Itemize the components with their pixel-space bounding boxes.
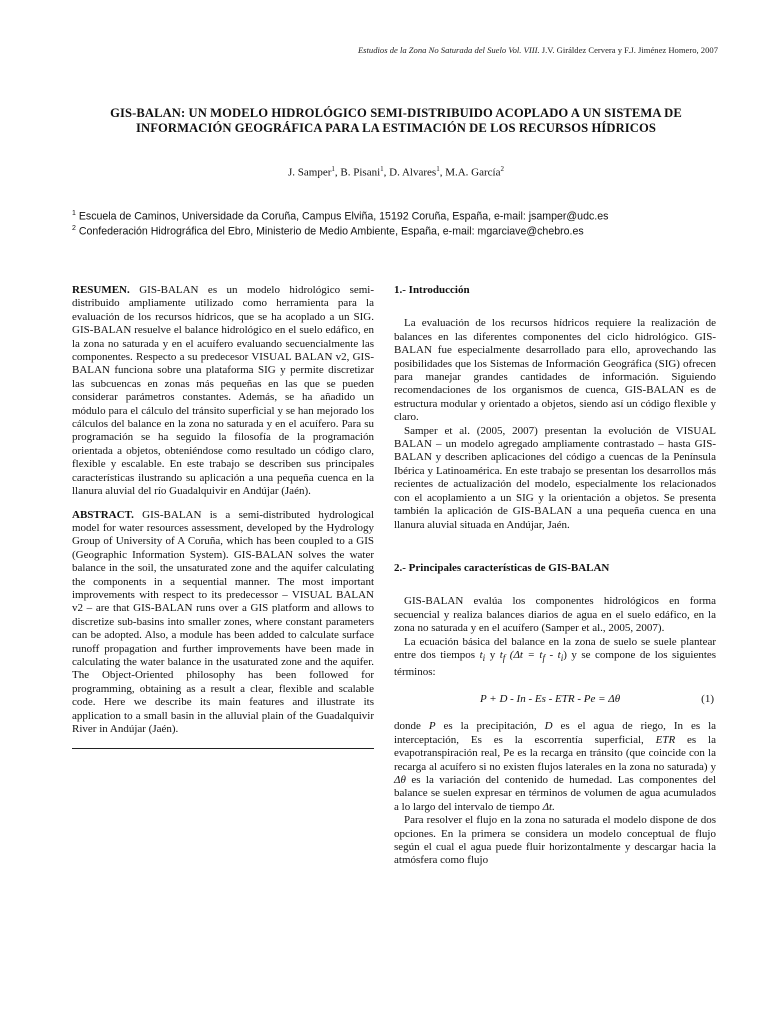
resumen-paragraph [72,284,374,499]
journal-name: Estudios de la Zona No Saturada del Suelo Vol. VIII. [357,45,540,55]
features-paragraph-1: GIS-BALAN evalúa los componentes hidrológicos en forma secuencial y realiza balances diarios de agua en el suelo edáfico, en la zona no saturada y en el acuífero (Samper et al., 2005, 2007). [394,595,716,635]
balance-equation [394,679,716,720]
math-var: Δt. [542,800,555,813]
math-var: Δθ [394,773,406,786]
math-expr: (Δt = t [509,648,543,661]
intro-paragraph-2: Samper et al. (2005, 2007) presentan la evolución de VISUAL BALAN – un modelo agregado ampliamente contrastado – hasta GIS-BALAN y describen aplicaciones del código a cuencas de la Península Ibérica y Latinoamérica. En este trabajo se presentan los desarrollos más recientes de actualización del modelo, especialmente los relacionados con el acoplamiento a un SIG y la orientación a objetos. Se presenta también la aplicación de GIS-BALAN a una pequeña cuenca en una llanura aluvial situada en Andújar, Jaén. [394,424,716,531]
text-fragment: es el agua de riego, In es la interceptación, Es es la escorrentía superficial, [394,720,717,746]
math-var: P [428,720,436,733]
author: J. Samper [288,166,332,179]
author: D. Alvares [389,166,437,179]
affiliation-number: 1 [72,210,76,217]
features-paragraph-2 [394,636,716,679]
author-affiliation-mark: 2 [500,165,504,173]
equation-body: P + D - In - Es - ETR - Pe = Δθ [480,692,621,705]
running-header [270,45,718,55]
math-sub: i [482,653,486,664]
title-line-1: GIS-BALAN: UN MODELO HIDROLÓGICO SEMI-DISTRIBUIDO ACOPLADO A UN SISTEMA DE [110,106,682,120]
math-sub: i [560,653,564,664]
math-var: t [479,648,483,661]
affiliation-number: 2 [72,225,76,232]
abstract-divider [72,748,374,749]
section-heading-features: 2.- Principales características de GIS-BALAN [394,561,610,574]
math-expr: ) [563,648,567,661]
author-affiliation-mark: 1 [380,165,384,173]
intro-paragraph-1: La evaluación de los recursos hídricos requiere la realización de balances en las diferentes componentes del ciclo hidrológico. GIS-BALAN fue especialmente desarrollado para ello, aprovechando las posibilidades que los Sistemas de Información Geográfica (SIG) ofrecen para manejar grandes cantidades de información. Siguiendo recomendaciones de los organismos de cuenca, GIS-BALAN es de estructura modular y orientado a objetos, siendo así un código flexible y claro. [394,317,716,424]
text-fragment: y se compone de los siguientes términos: [394,648,717,678]
author-affiliation-mark: 1 [436,165,440,173]
math-var: ETR [655,733,676,746]
text-fragment: es la evapotranspiración real, Pe es la recarga en tránsito (que coincide con la recarga al acuífero si no existen flujos laterales en la zona no saturada) y [394,733,716,773]
author: B. Pisani [340,166,381,179]
affiliation-1 [72,210,722,223]
title-line-2: INFORMACIÓN GEOGRÁFICA PARA LA ESTIMACIÓN DE LOS RECURSOS HÍDRICOS [136,121,656,135]
resumen-label: RESUMEN. [72,284,130,296]
left-column [72,284,374,749]
affiliation-text: Escuela de Caminos, Universidade da Coruña, Campus Elviña, 15192 Coruña, España, e-mail: jsamper@udc.es [78,210,609,223]
math-expr: - t [544,648,561,661]
text-fragment: y [489,648,496,661]
math-sub: f [502,653,506,664]
features-paragraph-4: Para resolver el flujo en la zona no saturada el modelo dispone de dos opciones. En la primera se considera un modelo conceptual de flujo según el cual el agua puede fluir horizontalmente y descargar hacia la atmósfera como flujo [394,814,716,867]
resumen-text: GIS-BALAN es un modelo hidrológico semi-distribuido ampliamente utilizado como herramienta para la evaluación de los recursos hídricos, que se ha acoplado a un SIG. GIS-BALAN resuelve el balance hidrológico en el suelo edáfico, en la zona no saturada y en el acuífero evaluando secuencialmente las componentes. Respecto a su predecesor VISUAL BALAN v2, GIS-BALAN funciona sobre una plataforma SIG y permite discretizar las subcuencas en zonas más pequeñas en las que se pueden considerar parámetros constantes. Además, se ha añadido un módulo para el cálculo del tránsito superficial y se han mejorado los cálculos del balance en la zona no saturada y en el acuífero. Para su programación se ha seguido la filosofía de la programación orientada a objetos, obteniéndose como resultado un código claro, flexible y escalable. En este trabajo se describen sus principales características ilustrando su aplicación a una pequeña cuenca en la llanura aluvial del río Guadalquivir en Andújar (Jaén). [72,284,375,498]
author: M.A. García [445,166,501,179]
author-list: J. Samper$^1$, B. Pisani$^1$, D. Alvares$^1$, M.A. García$^2$ [288,165,504,179]
math-var: D [544,720,553,733]
equation-number: (1) [701,692,714,705]
text-fragment: es la variación del contenido de humedad. Las componentes del balance se suelen expresar en términos de volumen de agua acumulados a lo largo del intervalo de tiempo [394,773,717,813]
author-affiliation-mark: 1 [331,165,335,173]
abstract-label: ABSTRACT. [72,508,134,521]
text-fragment: La ecuación básica del balance en la zona de suelo se suele plantear entre dos tiempos [394,635,716,661]
math-sub: f [542,653,545,664]
abstract-paragraph [72,509,374,737]
header-authors: J.V. Giráldez Cervera y F.J. Jiménez Homero, 2007 [541,45,718,55]
text-fragment: donde [394,720,421,733]
abstract-text: GIS-BALAN is a semi-distributed hydrological model for water resources assessment, developed by the Hydrology Group of University of A Coruña, which has been coupled to a GIS (Geographic Information System). GIS-BALAN solves the water balance in the soil, the unsaturated zone and the aquifer calculating the components in a sequential manner. The most important improvements with respect to its predecessor – VISUAL BALAN v2 – are that GIS-BALAN runs over a GIS platform and allows to discretize sub-basins into smaller zones, where constant parameters can be adopted. Also, a module has been added to calculate surface runoff propagation and further improvements have been made in calculating the water balance in the usaturated zone and the aquifer. The Object-Oriented philosophy has been followed for programming, obtaining as a result a clear, flexible and scalable code. Here we describe its main features and illustrate its application to a small basin in the alluvial plain of the Guadalquivir River in Andújar (Jaén). [72,508,374,735]
affiliation-text: Confederación Hidrográfica del Ebro, Ministerio de Medio Ambiente, España, e-mail: mgarciave@chebro.es [78,225,584,238]
features-paragraph-3 [394,720,716,814]
right-column [394,284,716,868]
paper-title [74,106,718,136]
affiliation-2 [72,225,722,238]
math-var: t [499,648,503,661]
section-heading-introduction: 1.- Introducción [394,284,470,296]
text-fragment: es la precipitación, [443,720,537,733]
